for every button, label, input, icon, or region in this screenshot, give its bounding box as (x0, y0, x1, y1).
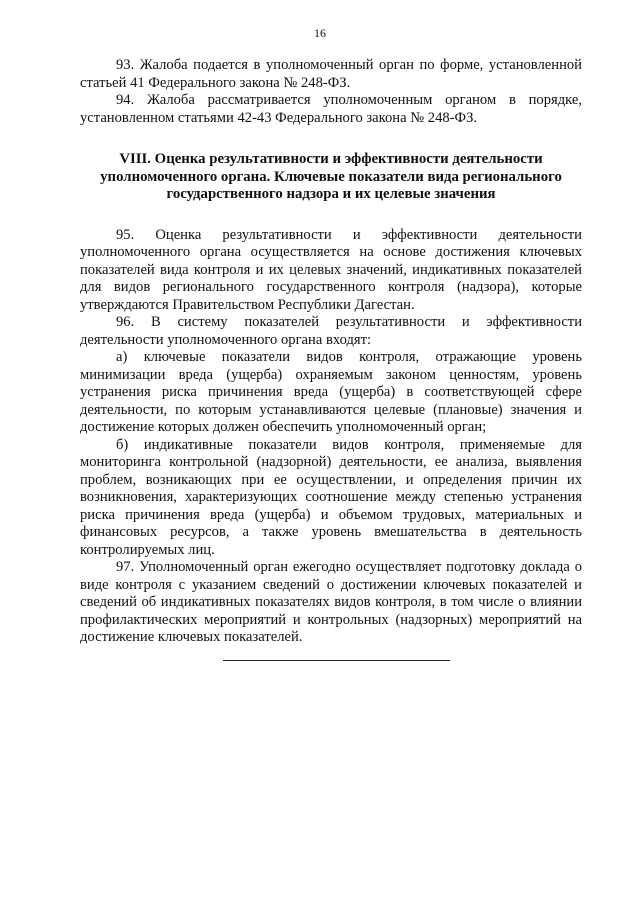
paragraph-94: 94. Жалоба рассматривается уполномоченным органом в порядке, установленном статьями 42-43 Федерального закона № 248-ФЗ. (80, 92, 582, 126)
closing-divider (223, 660, 450, 661)
paragraph-97: 97. Уполномоченный орган ежегодно осуществляет подготовку доклада о виде контроля с указанием сведений о достижении ключевых показателей и сведений об индикативных показателях видов контроля, в том числе о влиянии профилактических мероприятий и контрольных (надзорных) мероприятий на достижение ключевых показателей. (80, 559, 582, 645)
paragraph-96: 96. В систему показателей результативности и эффективности деятельности уполномоченного органа входят: (80, 314, 582, 348)
section-heading: VIII. Оценка результативности и эффективности деятельности уполномоченного органа. Ключевые показатели вида регионального государственного надзора и их целевые значения (100, 151, 562, 202)
paragraph-95: 95. Оценка результативности и эффективности деятельности уполномоченного органа осуществляется на основе достижения ключевых показателей вида контроля и их целевых значений, индикативных показателей для видов регионального государственного контроля (надзора), которые утверждаются Правительством Республики Дагестан. (80, 226, 582, 313)
paragraph-96-a: а) ключевые показатели видов контроля, отражающие уровень минимизации вреда (ущерба) охраняемым законом ценностям, уровень устранения риска причинения вреда (ущерба) в соответствующей сфере деятельности, по которым устанавливаются целевые (плановые) значения и достижение которых должен обеспечить уполномоченный орган; (80, 349, 582, 435)
document-body (80, 57, 582, 647)
paragraph-96-b: б) индикативные показатели видов контроля, применяемые для мониторинга контрольной (надзорной) деятельности, ее анализа, выявления проблем, возникающих при ее осуществлении, и определения причин их возникновения, характеризующих соотношение между степенью устранения риска причинения вреда (ущерба) и объемом трудовых, материальных и финансовых ресурсов, а также уровень вмешательства в деятельность контролируемых лиц. (80, 436, 582, 558)
paragraph-93: 93. Жалоба подается в уполномоченный орган по форме, установленной статьей 41 Федерального закона № 248-ФЗ. (80, 57, 582, 91)
page-number: 16 (314, 26, 326, 40)
